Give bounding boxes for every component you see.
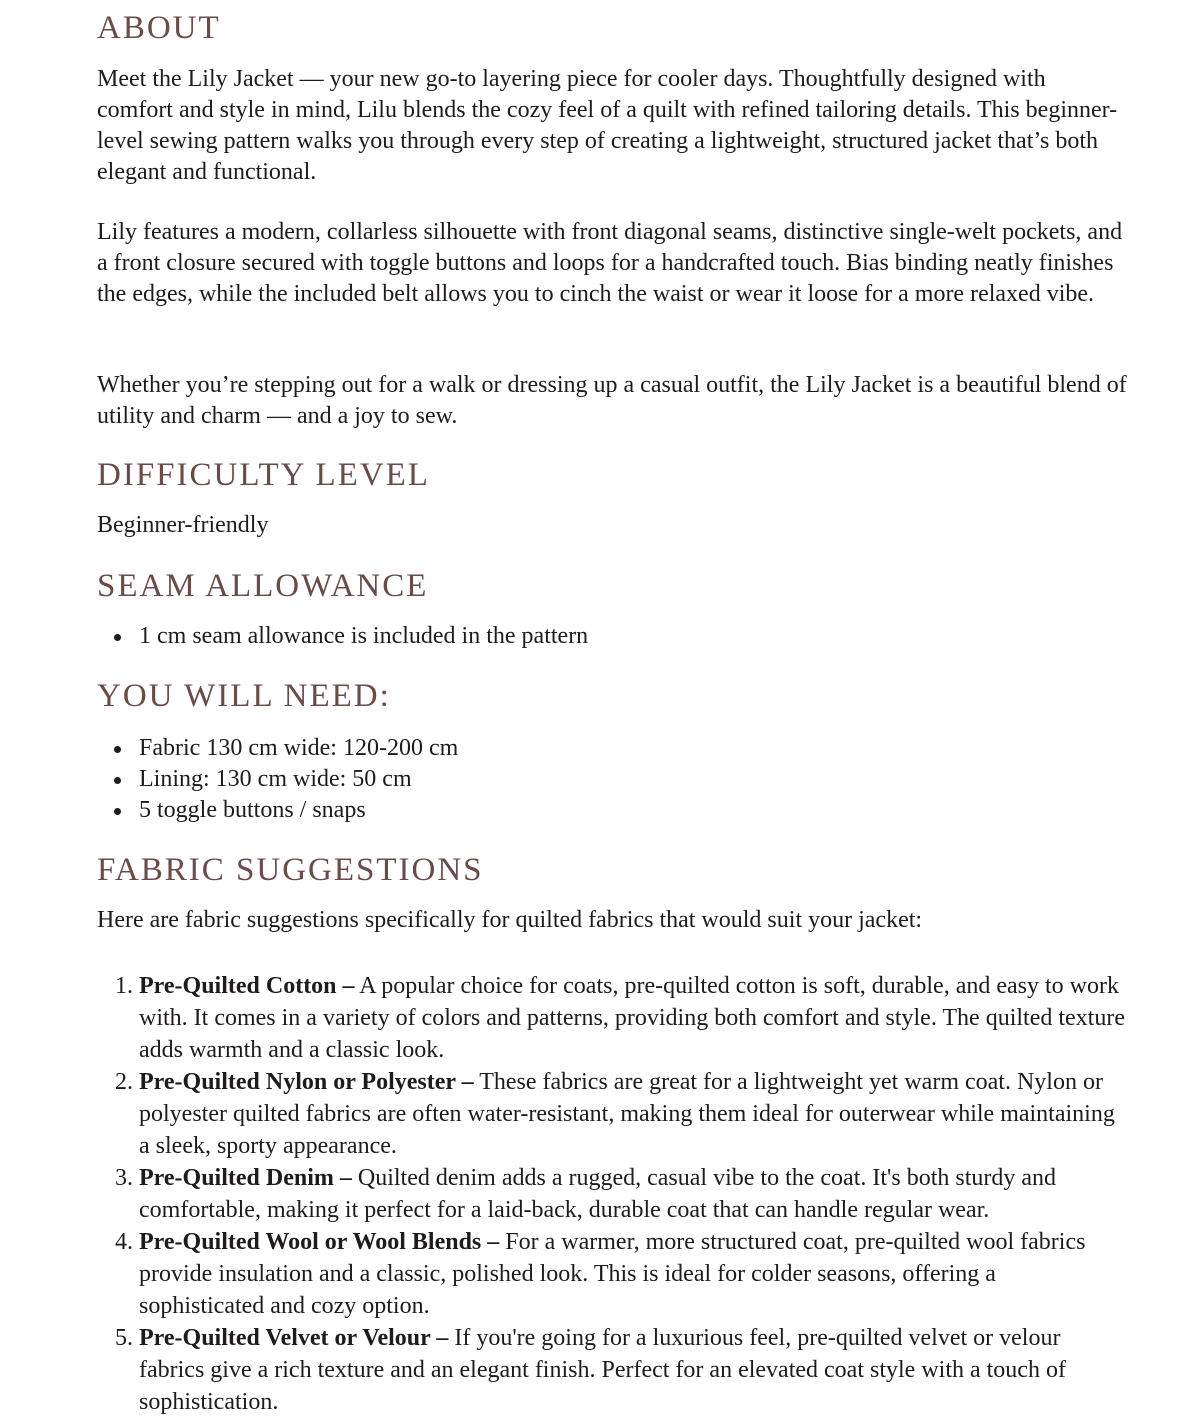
list-item xyxy=(97,1162,1127,1226)
you-will-need-section xyxy=(97,680,1127,713)
fabric-title: Pre-Quilted Denim – xyxy=(139,1165,352,1191)
list-item: 5 toggle buttons / snaps xyxy=(97,795,1127,826)
list-item: Fabric 130 cm wide: 120-200 cm xyxy=(97,733,1127,764)
seam-allowance-list xyxy=(97,621,1127,652)
fabric-title: Pre-Quilted Velvet or Velour – xyxy=(139,1325,449,1351)
fabric-description: A popular choice for coats, pre-quilted cotton is soft, durable, and easy to work with. It comes in a variety of colors and patterns, providing both comfort and style. The quilted texture adds warmth and a classic look. xyxy=(139,973,1125,1063)
you-will-need-heading: YOU WILL NEED: xyxy=(97,678,391,714)
fabric-title: Pre-Quilted Nylon or Polyester – xyxy=(139,1069,474,1095)
fabric-intro-text: Here are fabric suggestions specifically for quilted fabrics that would suit your jacket: xyxy=(97,907,923,933)
about-text-1: Meet the Lily Jacket — your new go-to layering piece for cooler days. Thoughtfully designed with comfort and style in mind, Lilu blends the cozy feel of a quilt with refined tailoring details. This beginner-level sewing pattern walks you through every step of creating a lightweight, structured jacket that’s both elegant and functional. xyxy=(97,66,1118,185)
list-number: 4. xyxy=(115,1229,133,1255)
you-will-need-list xyxy=(97,733,1127,826)
fabric-title: Pre-Quilted Cotton – xyxy=(139,973,355,999)
list-item xyxy=(97,1226,1127,1322)
difficulty-body xyxy=(97,510,1127,541)
about-heading: ABOUT xyxy=(97,10,221,46)
fabric-description: These fabrics are great for a lightweight yet warm coat. Nylon or polyester quilted fabrics are often water-resistant, making them ideal for outerwear while maintaining a sleek, sporty appearance. xyxy=(139,1069,1115,1159)
about-paragraph-1 xyxy=(97,64,1127,188)
about-text-2: Lily features a modern, collarless silhouette with front diagonal seams, distinctive single-welt pockets, and a front closure secured with toggle buttons and loops for a handcrafted touch. Bias binding neatly finishes the edges, while the included belt allows you to cinch the waist or wear it loose for a more relaxed vibe. xyxy=(97,219,1123,307)
list-item xyxy=(97,970,1127,1066)
list-number: 3. xyxy=(115,1165,133,1191)
fabric-suggestions-heading: FABRIC SUGGESTIONS xyxy=(97,852,484,888)
list-number: 5. xyxy=(115,1325,133,1351)
fabric-suggestions-section xyxy=(97,854,1127,887)
list-number: 2. xyxy=(115,1069,133,1095)
list-number: 1. xyxy=(115,973,133,999)
seam-allowance-section xyxy=(97,570,1127,603)
list-item: 1 cm seam allowance is included in the pattern xyxy=(97,621,1127,652)
fabric-suggestions-intro xyxy=(97,905,1127,936)
about-section xyxy=(97,12,1127,45)
fabric-title: Pre-Quilted Wool or Wool Blends – xyxy=(139,1229,500,1255)
fabric-description: Quilted denim adds a rugged, casual vibe to the coat. It's both sturdy and comfortable, making it perfect for a laid-back, durable coat that can handle regular wear. xyxy=(139,1165,1057,1223)
difficulty-text: Beginner-friendly xyxy=(97,512,269,538)
fabric-description: For a warmer, more structured coat, pre-quilted wool fabrics provide insulation and a classic, polished look. This is ideal for colder seasons, offering a sophisticated and cozy option. xyxy=(139,1229,1086,1319)
about-paragraph-3 xyxy=(97,370,1127,432)
fabric-description: If you're going for a luxurious feel, pre-quilted velvet or velour fabrics give a rich texture and an elegant finish. Perfect for an elevated coat style with a touch of sophistication. xyxy=(139,1325,1066,1415)
difficulty-section xyxy=(97,459,1127,492)
fabric-suggestions-list xyxy=(97,970,1127,1418)
list-item: Lining: 130 cm wide: 50 cm xyxy=(97,764,1127,795)
difficulty-heading: DIFFICULTY LEVEL xyxy=(97,457,430,493)
list-item xyxy=(97,1322,1127,1418)
list-item xyxy=(97,1066,1127,1162)
about-text-3: Whether you’re stepping out for a walk or dressing up a casual outfit, the Lily Jacket is a beautiful blend of utility and charm — and a joy to sew. xyxy=(97,372,1127,429)
about-paragraph-2 xyxy=(97,217,1127,310)
seam-allowance-heading: SEAM ALLOWANCE xyxy=(97,568,429,604)
